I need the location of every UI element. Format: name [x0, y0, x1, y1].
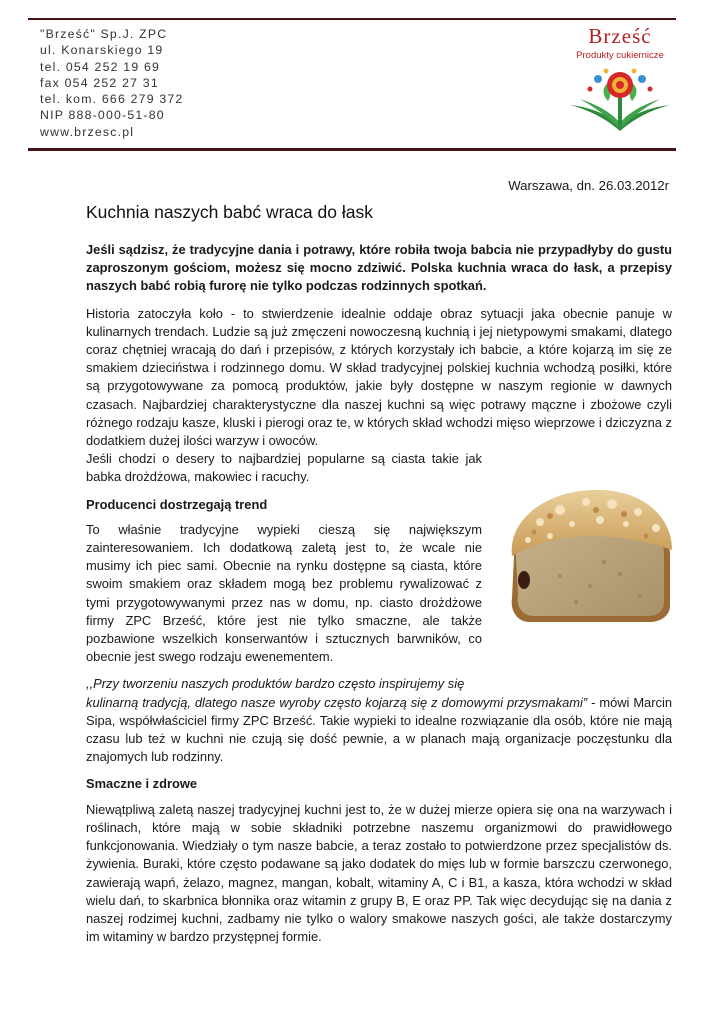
paragraph-producers: To właśnie tradycyjne wypieki cieszą się największym zainteresowaniem. Ich dodatkową zaletą jest to, że wcale nie musimy ich piec sami. Obecnie na rynku dostępne są ciasta, które swoim smakiem oraz składem mogą bez problemu rywalizować z tymi przygotowywanymi przez nas w domu, np. ciasto drożdżowe firmy ZPC Brześć, które jest nie tylko smaczne, ale także pozbawione wszelkich konserwantów i sztucznych barwników, co obecnie jest swego rodzaju ewenementem. — [86, 521, 482, 665]
company-name: "Brześć" Sp.J. ZPC — [40, 27, 168, 41]
letterhead — [28, 18, 676, 152]
contact-block — [40, 26, 183, 140]
paragraph-quote — [86, 675, 672, 766]
section-heading-producers: Producenci dostrzegają trend — [86, 496, 268, 512]
fax: fax 054 252 27 31 — [40, 75, 159, 90]
bottom-rule — [28, 148, 676, 151]
address: ul. Konarskiego 19 — [40, 43, 164, 58]
flower-emblem-icon — [568, 65, 672, 135]
website: www.brzesc.pl — [40, 124, 135, 139]
paragraph-healthy: Niewątpliwą zaletą naszej tradycyjnej kuchni jest to, że w dużej mierze opiera się ona na warzywach i roślinach, które mają w sobie składniki potrzebne naszemu organizmowi do prawidłowego funkcjonowania. Wiedziały o tym nasze babcie, a teraz zostało to potwierdzone przez specjalistów ds. żywienia. Buraki, które często podawane są jako dodatek do mięs lub w formie barszczu czerwonego, zawierają wapń, żelazo, magnez, mangan, kobalt, witaminy A, C i B1, a kasza, która wchodzi w skład wielu dań, to skarbnica błonnika oraz witamin z grupy B, E oraz PP. Tak więc decydując się na dania z naszej rodzimej kuchni, zadbamy nie tylko o walory smakowe naszych gości, ale także dostarczymy im witaminy w bardzo przystępnej formie. — [86, 801, 672, 945]
brand-name: Brześć — [588, 24, 652, 48]
quote-line-1: ,,Przy tworzeniu naszych produktów bardzo często inspirujemy się — [86, 676, 465, 692]
top-rule — [28, 18, 676, 20]
brand-tagline: Produkty cukiernicze — [576, 50, 664, 61]
article-title: Kuchnia naszych babć wraca do łask — [86, 202, 373, 222]
mobile-phone: tel. kom. 666 279 372 — [40, 92, 184, 107]
brand-logo — [564, 22, 676, 146]
section-heading-healthy: Smaczne i zdrowe — [86, 776, 198, 792]
lead-paragraph: Jeśli sądzisz, że tradycyjne dania i potrawy, które robiła twoja babcia nie przypadłyby do gustu zaproszonym gościom, możesz się mocno zdziwić. Polska kuchnia wraca do łask, a przepisy naszych babć robią furorę nie tylko podczas rodzinnych spotkań. — [86, 242, 672, 294]
date-line: Warszawa, dn. 26.03.2012r — [508, 178, 669, 193]
article-body — [86, 241, 672, 955]
yeast-cake-photo — [500, 486, 678, 626]
paragraph-history: Historia zatoczyła koło - to stwierdzenie idealnie oddaje obraz sytuacji jaka obecnie panuje w kulinarnych trendach. Ludzie są już zmęczeni nowoczesną kuchnią i jej nietypowymi smakami, dlatego coraz chętniej wracają do dań i przepisów, z których korzystały ich babcie, a które kojarzą im się ze smakiem dzieciństwa i rodzinnego domu. W skład tradycyjnej polskiej kuchnia wchodzą posiłki, które są przygotowywane za pomocą produktów, jakie były dostępne w naszym regionie w dawnych czasach. Najbardziej charakterystyczne dla naszej kuchni są więc potrawy mączne i zbożowe czyli różnego rodzaju kasze, kluski i pierogi oraz te, w których skład wchodzi mięso wieprzowe i dziczyzna z dodatkiem dużej ilości warzyw i owoców. — [86, 305, 672, 449]
tax-id: NIP 888-000-51-80 — [40, 108, 165, 123]
quote-line-2: kulinarną tradycją, dlatego nasze wyroby często kojarzą się z domowymi przysmakami” — [86, 694, 588, 710]
phone: tel. 054 252 19 69 — [40, 59, 161, 74]
paragraph-desserts: Jeśli chodzi o desery to najbardziej popularne są ciasta takie jak babka drożdżowa, makowiec i racuchy. — [86, 451, 482, 485]
quote-attribution: - mówi Marcin Sipa, współwłaściciel firmy ZPC Brześć. Takie wypieki to idealne rozwiązanie dla osób, które nie mają czasu lub też w kuchni nie czują się dość pewnie, a w planach mają organizacje poczęstunku dla znajomych lub rodzinny. — [86, 694, 673, 765]
